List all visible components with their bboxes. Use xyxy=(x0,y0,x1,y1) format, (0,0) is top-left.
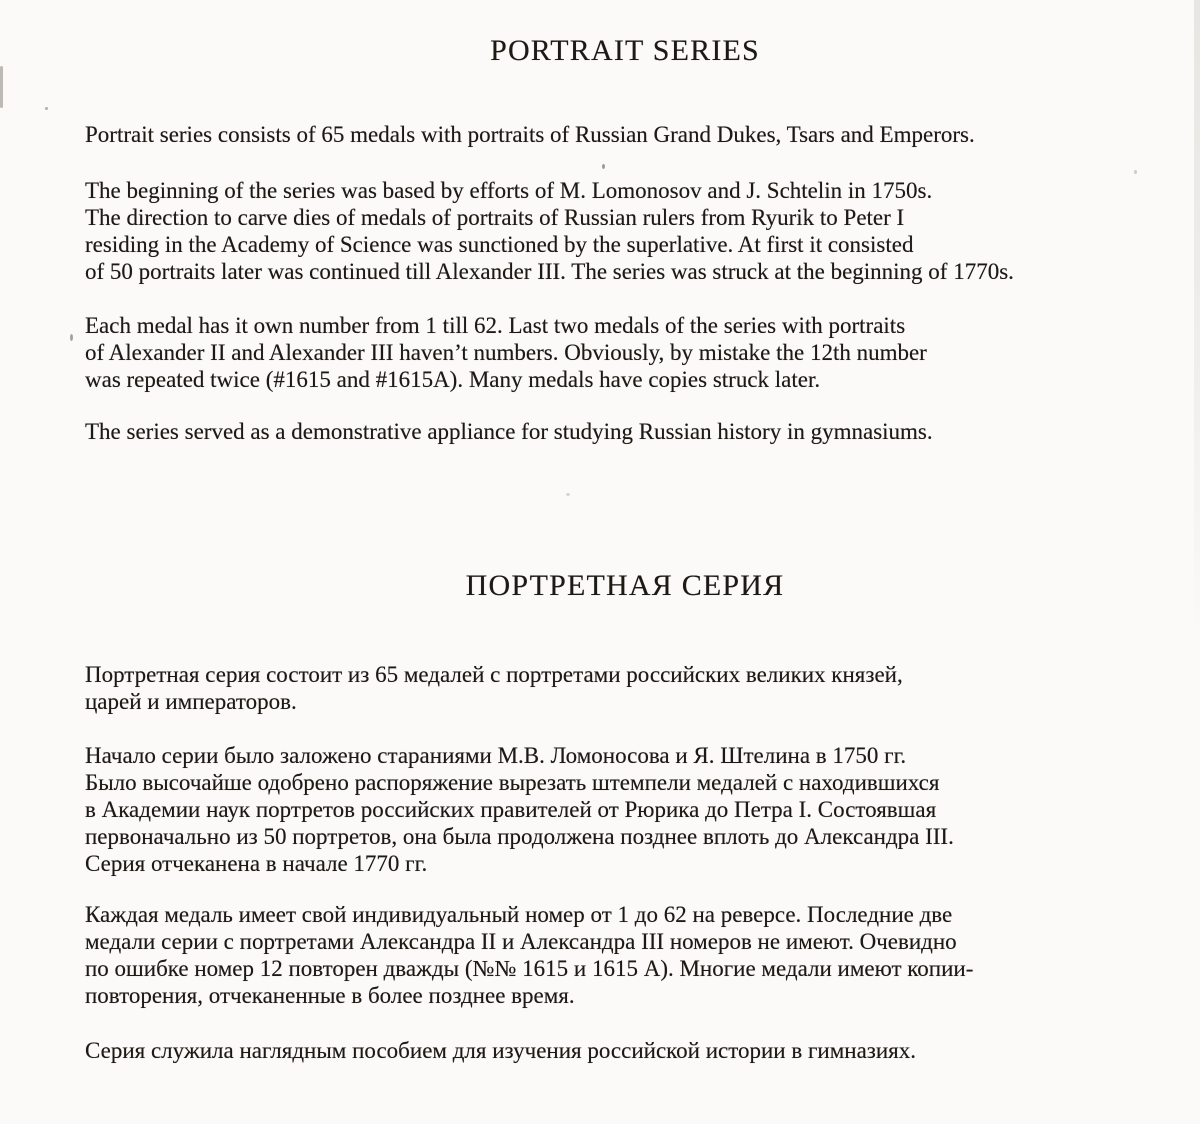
text-line: of Alexander II and Alexander III haven’t numbers. Obviously, by mistake the 12th number xyxy=(85,340,927,365)
text-line: Каждая медаль имеет свой индивидуальный номер от 1 до 62 на реверсе. Последние две xyxy=(85,902,953,927)
text-line: Серия служила наглядным пособием для изучения российской истории в гимназиях. xyxy=(85,1038,917,1063)
text-line: Начало серии было заложено стараниями М.В. Ломоносова и Я. Штелина в 1750 гг. xyxy=(85,743,907,768)
scan-edge-mark xyxy=(0,66,3,108)
text-line: повторения, отчеканенные в более позднее время. xyxy=(85,983,575,1008)
text-line: Портретная серия состоит из 65 медалей с портретами российских великих князей, xyxy=(85,662,903,687)
text-line: The direction to carve dies of medals of portraits of Russian rulers from Ryurik to Peter I xyxy=(85,205,905,230)
russian-paragraph-purpose xyxy=(85,1037,916,1064)
scan-speck xyxy=(566,493,570,496)
english-paragraph-numbering xyxy=(85,312,927,393)
text-line: Серия отчеканена в начале 1770 гг. xyxy=(85,851,428,876)
english-paragraph-history xyxy=(85,177,1014,285)
english-section-title: PORTRAIT SERIES xyxy=(490,34,760,67)
text-line: Было высочайше одобрено распоряжение вырезать штемпели медалей с находившихся xyxy=(85,770,940,795)
text-line: царей и императоров. xyxy=(85,689,297,714)
text-line: по ошибке номер 12 повторен дважды (№№ 1615 и 1615 А). Многие медали имеют копии- xyxy=(85,956,974,981)
russian-paragraph-history xyxy=(85,742,954,877)
english-paragraph-purpose xyxy=(85,418,933,445)
text-line: в Академии наук портретов российских правителей от Рюрика до Петра I. Состоявшая xyxy=(85,797,937,822)
scan-speck xyxy=(1134,170,1137,174)
scan-speck xyxy=(602,164,605,169)
russian-paragraph-numbering xyxy=(85,901,973,1009)
english-paragraph-intro xyxy=(85,121,975,148)
russian-section-title: ПОРТРЕТНАЯ СЕРИЯ xyxy=(465,569,785,602)
text-line: The series served as a demonstrative appliance for studying Russian history in gymnasiums. xyxy=(85,419,933,444)
text-line: of 50 portraits later was continued till Alexander III. The series was struck at the beginning of 1770s. xyxy=(85,259,1014,284)
text-line: was repeated twice (#1615 and #1615A). Many medals have copies struck later. xyxy=(85,367,821,392)
russian-paragraph-intro xyxy=(85,661,903,715)
text-line: первоначально из 50 портретов, она была продолжена позднее вплоть до Александра III. xyxy=(85,824,954,849)
text-line: The beginning of the series was based by efforts of M. Lomonosov and J. Schtelin in 1750s. xyxy=(85,178,933,203)
scan-speck xyxy=(70,334,73,341)
scan-edge-shadow xyxy=(1194,0,1200,640)
scan-speck xyxy=(45,107,48,110)
text-line: residing in the Academy of Science was sunctioned by the superlative. At first it consisted xyxy=(85,232,914,257)
text-line: медали серии с портретами Александра II и Александра III номеров не имеют. Очевидно xyxy=(85,929,957,954)
text-line: Portrait series consists of 65 medals with portraits of Russian Grand Dukes, Tsars and Emperors. xyxy=(85,122,975,147)
text-line: Each medal has it own number from 1 till 62. Last two medals of the series with portraits xyxy=(85,313,906,338)
